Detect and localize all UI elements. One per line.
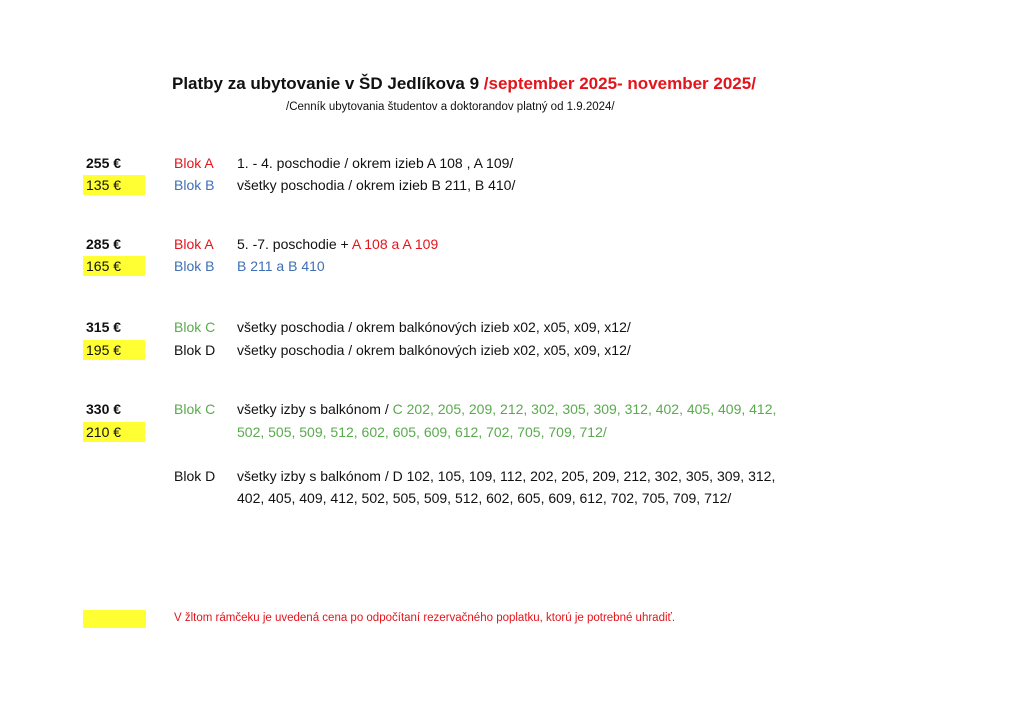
description-text: 5. -7. poschodie + [237, 236, 352, 252]
description-c-all-floors [237, 317, 631, 337]
price-full-285: 285 € [86, 236, 122, 252]
legend-highlight-swatch [83, 610, 146, 628]
page-title [172, 74, 756, 94]
description-extra-rooms: A 108 a A 109 [351, 236, 439, 252]
price-full-330: 330 € [86, 401, 122, 417]
title-main: Platby za ubytovanie v ŠD Jedlíkova 9 [172, 74, 484, 93]
description-c-room-list-line2: 502, 505, 509, 512, 602, 605, 609, 612, 702, 705, 709, 712/ [237, 424, 607, 440]
block-label-c-2: Blok C [174, 401, 216, 417]
description-a-floors-1-4 [237, 153, 513, 173]
description-b-all-floors: všetky poschodia / okrem izieb B 211, B 410/ [237, 177, 516, 193]
price-reduced-165: 165 € [83, 256, 145, 276]
block-label-d-2: Blok D [174, 468, 216, 484]
price-reduced-210: 210 € [83, 422, 145, 442]
description-b-rooms: B 211 a B 410 [237, 258, 325, 274]
price-reduced-195: 195 € [83, 340, 145, 360]
block-label-b-1: Blok B [174, 177, 215, 193]
description-d-all-floors: všetky poschodia / okrem balkónových izieb x02, x05, x09, x12/ [237, 342, 631, 358]
block-label-a-1: Blok A [174, 155, 214, 171]
description-c-balcony [237, 399, 776, 419]
legend-note: V žltom rámčeku je uvedená cena po odpočítaní rezervačného poplatku, ktorú je potrebné uhradiť. [174, 612, 676, 624]
price-full-315: 315 € [86, 319, 122, 335]
description-text: všetky izby s balkónom / [237, 401, 393, 417]
page-subtitle: /Cenník ubytovania študentov a doktorandov platný od 1.9.2024/ [286, 101, 615, 113]
block-label-a-2: Blok A [174, 236, 214, 252]
description-text: 1. - 4. poschodie / okrem izieb A 108 , A 109/ [237, 155, 514, 171]
price-reduced-135: 135 € [83, 175, 145, 195]
title-period: /september 2025- november 2025/ [483, 74, 756, 93]
description-c-room-list: C 202, 205, 209, 212, 302, 305, 309, 312, 402, 405, 409, 412, [392, 401, 777, 417]
description-text: všetky poschodia / okrem balkónových izieb x02, x05, x09, x12/ [237, 319, 631, 335]
block-label-b-2: Blok B [174, 258, 215, 274]
description-d-balcony: všetky izby s balkónom / D 102, 105, 109, 112, 202, 205, 209, 212, 302, 305, 309, 312, [237, 468, 776, 484]
block-label-d-1: Blok D [174, 342, 216, 358]
block-label-c-1: Blok C [174, 319, 216, 335]
description-a-floors-5-7 [237, 234, 438, 254]
price-full-255: 255 € [86, 155, 122, 171]
description-d-room-list-line2: 402, 405, 409, 412, 502, 505, 509, 512, 602, 605, 609, 612, 702, 705, 709, 712/ [237, 490, 732, 506]
